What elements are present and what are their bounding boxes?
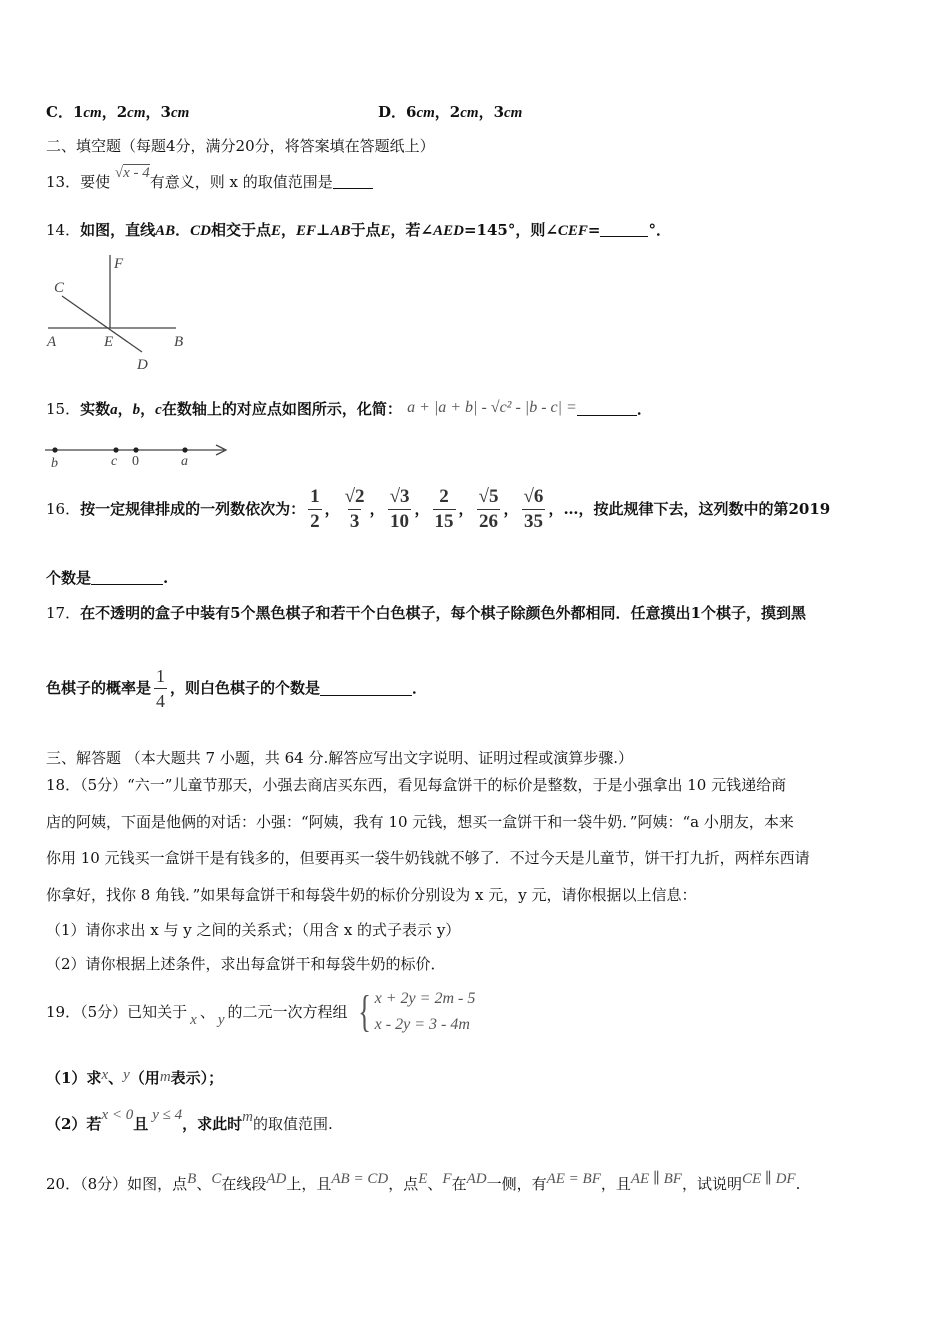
question-19: 19．（5分） 已知关于 x 、 y 的二元一次方程组 { x + 2y = 2m - 5 x - 2y = 3 - 4m bbox=[46, 987, 476, 1036]
question-18-line-4: 你拿好，找你 8 角钱．”如果每盒饼干和每袋牛奶的标价分别设为 x 元，y 元，请你根据以上信息： bbox=[46, 886, 697, 904]
fraction-2: $\frac{√2}{3}$ bbox=[344, 485, 365, 532]
svg-text:b: b bbox=[51, 456, 58, 471]
fraction-3: $\frac{√3}{10}$ bbox=[389, 485, 410, 532]
label-d: D bbox=[137, 357, 148, 373]
line-cd bbox=[62, 296, 142, 352]
number-line bbox=[40, 440, 240, 474]
label-f: F bbox=[114, 256, 124, 272]
svg-text:c: c bbox=[111, 454, 118, 469]
simplify-expression: a + |a + b| - √c² - |b - c| = bbox=[407, 399, 577, 416]
option-d: D．6cm，2cm，3cm bbox=[378, 103, 523, 121]
fraction-1: $\frac{1}{2}$ bbox=[310, 485, 320, 532]
radicand: x - 4 bbox=[123, 165, 150, 181]
svg-text:a: a bbox=[181, 454, 188, 469]
question-16-cont: 个数是 . bbox=[46, 569, 169, 587]
equation-system bbox=[354, 986, 476, 1038]
answer-blank-16 bbox=[91, 569, 163, 585]
point-zero bbox=[133, 447, 138, 452]
question-14: 14．如图，直线AB．CD相交于点E，EF⊥AB于点E，若∠AED=145°，则∠CEF= °． bbox=[46, 221, 671, 239]
question-17: 17．在不透明的盒子中装有5个黑色棋子和若干个白色棋子，每个棋子除颜色外都相同．任意摸出1个棋子，摸到黑 bbox=[46, 604, 807, 622]
question-15: 15．实数a，b，c在数轴上的对应点如图所示，化简： a + |a + b| - √c² - |b - c| = ． bbox=[46, 399, 652, 418]
question-18-part-1: （1）请你求出 x 与 y 之间的关系式；（用含 x 的式子表示 y） bbox=[46, 921, 461, 939]
question-18-part-2: （2）请你根据上述条件，求出每盒饼干和每袋牛奶的标价． bbox=[46, 955, 446, 973]
section-3-heading: 三、解答题 （本大题共 7 小题，共 64 分.解答应写出文字说明、证明过程或演算步骤.） bbox=[46, 749, 634, 767]
question-18-line-1: 18．（5分）“六一”儿童节那天，小强去商店买东西，看见每盒饼干的标价是整数，于是小强拿出 10 元钱递给商 bbox=[46, 776, 787, 794]
question-16: 16． 按一定规律排成的一列数依次为： $\frac{1}{2}$ ， $\frac{√2}{3}$ ， $\frac{√3}{10}$ ， $\frac{2}{15}$ ， $\frac{√5}{26}$ ， $\frac{√6}{35}$ ，…，按此规律下去，这列数中的第 2019 bbox=[46, 485, 831, 532]
option-c: C．1cm，2cm，3cm bbox=[46, 103, 190, 121]
point-a bbox=[182, 447, 187, 452]
equation-1: x + 2y = 2m - 5 bbox=[374, 990, 476, 1007]
figure-intersecting-lines bbox=[40, 250, 200, 375]
equation-2: x - 2y = 3 - 4m bbox=[374, 1016, 470, 1033]
section-2-heading: 二、填空题（每题4分，满分20分，将答案填在答题纸上） bbox=[46, 137, 435, 155]
question-17-cont: 色棋子的概率是 $\frac{1}{4}$ ，则白色棋子的个数是 ． bbox=[46, 665, 428, 711]
point-c bbox=[113, 447, 118, 452]
answer-blank-14 bbox=[600, 221, 648, 237]
answer-blank-17 bbox=[320, 680, 412, 696]
fraction-6: $\frac{√6}{35}$ bbox=[523, 485, 544, 532]
answer-blank-15 bbox=[577, 400, 637, 416]
question-19-part-1: （1）求x、y（用m表示）； bbox=[46, 1067, 224, 1087]
point-b bbox=[52, 447, 57, 452]
svg-text:0: 0 bbox=[132, 454, 139, 469]
question-18-line-3: 你用 10 元钱买一盒饼干是有钱多的，但要再买一袋牛奶钱就不够了．不过今天是儿童节，饼干打九折，两样东西请 bbox=[46, 849, 810, 867]
question-13: 13．要使 √x - 4有意义，则 x 的取值范围是 bbox=[46, 172, 373, 193]
brace-icon: { bbox=[357, 987, 371, 1036]
answer-blank-13 bbox=[333, 173, 373, 189]
question-18-line-2: 店的阿姨，下面是他俩的对话：小强：“阿姨，我有 10 元钱，想买一盒饼干和一袋牛奶．”阿姨：“a 小朋友，本来 bbox=[46, 813, 794, 831]
fraction-one-quarter: $\frac{1}{4}$ bbox=[156, 665, 166, 711]
label-a: A bbox=[47, 334, 57, 350]
fraction-5: $\frac{√5}{26}$ bbox=[478, 485, 499, 532]
question-19-part-2: （2）若x < 0且 y ≤ 4，求此时m的取值范围. bbox=[46, 1107, 333, 1133]
fraction-4: $\frac{2}{15}$ bbox=[434, 485, 454, 532]
label-e: E bbox=[104, 334, 114, 350]
question-20: 20．（8分）如图，点B、C在线段AD上，且AB = CD，点E、F在AD一侧，有AE = BF，且AE ∥ BF，试说明CE ∥ DF. bbox=[46, 1171, 801, 1193]
label-b: B bbox=[174, 334, 184, 350]
label-c: C bbox=[54, 280, 65, 296]
